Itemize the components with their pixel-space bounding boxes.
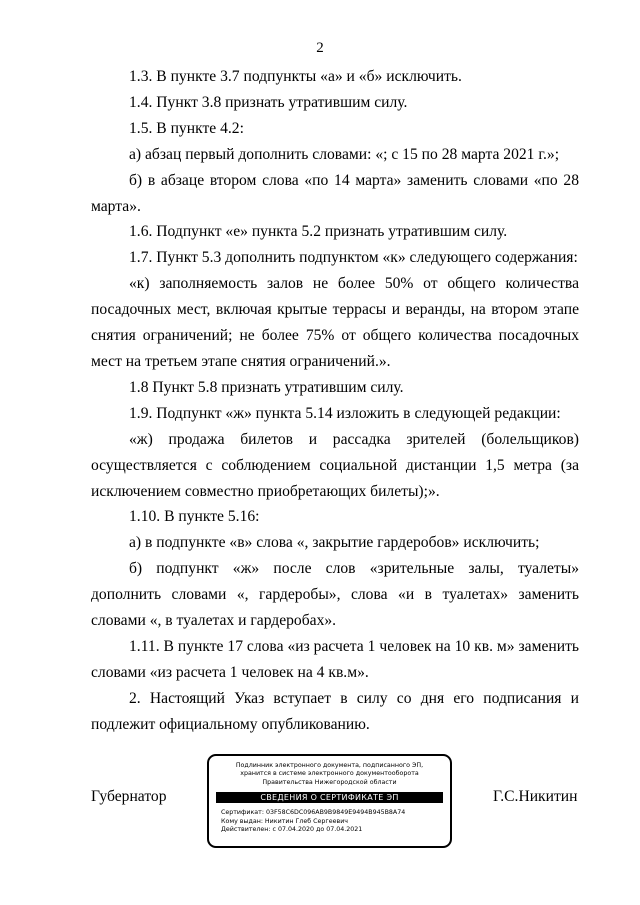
paragraph-1-5-a: а) абзац первый дополнить словами: «; с 15 по 28 марта 2021 г.»; <box>129 145 560 163</box>
stamp-header-line: Правительства Нижегородской области <box>262 778 397 786</box>
paragraph-1-11: 1.11. В пункте 17 слова «из расчета 1 человек на 10 кв. м» заменить словами «из расчета 1 человек на 4 кв.м». <box>91 637 579 681</box>
paragraph-1-10-b: б) подпункт «ж» после слов «зрительные залы, туалеты» дополнить словами «, гардеробы», слова «и в туалетах» заменить словами «, в туалетах и гардеробах». <box>91 560 579 630</box>
signature-block <box>0 752 640 852</box>
paragraph-1-7-k: «к) заполняемость залов не более 50% от общего количества посадочных мест, включая крытые террасы и веранды, на втором этапе снятия ограничений; не более 75% от общего количества посадочных мест на третьем этапе снятия ограничений.». <box>91 275 579 370</box>
paragraph-2: 2. Настоящий Указ вступает в силу со дня его подписания и подлежит официальному опубликованию. <box>91 689 579 733</box>
paragraph-1-9: 1.9. Подпункт «ж» пункта 5.14 изложить в следующей редакции: <box>129 404 561 422</box>
paragraph-1-9-zh: «ж) продажа билетов и рассадка зрителей (болельщиков) осуществляется с соблюдением социальной дистанции 1,5 метра (за исключением совместно приобретающих билеты);». <box>91 430 579 500</box>
paragraph-1-10-a: а) в подпункте «в» слова «, закрытие гардеробов» исключить; <box>129 534 540 552</box>
signatory-name: Г.С.Никитин <box>493 788 578 805</box>
paragraph-1-5: 1.5. В пункте 4.2: <box>129 119 244 137</box>
paragraph-1-7: 1.7. Пункт 5.3 дополнить подпунктом «к» следующего содержания: <box>129 249 578 267</box>
paragraph-1-4: 1.4. Пункт 3.8 признать утратившим силу. <box>129 93 408 111</box>
paragraph-1-3: 1.3. В пункте 3.7 подпункты «а» и «б» исключить. <box>129 68 462 85</box>
stamp-details <box>209 809 450 834</box>
paragraph-1-5-b: б) в абзаце втором слова «по 14 марта» заменить словами «по 28 марта». <box>91 171 579 215</box>
stamp-certificate-bar: СВЕДЕНИЯ О СЕРТИФИКАТЕ ЭП <box>216 792 443 803</box>
page-number: 2 <box>316 40 324 56</box>
stamp-validity: Действителен: с 07.04.2020 до 07.04.2021 <box>221 826 363 834</box>
document-body <box>91 64 579 738</box>
paragraph-1-6: 1.6. Подпункт «е» пункта 5.2 признать утратившим силу. <box>129 223 508 241</box>
stamp-header-line: хранится в системе электронного документооборота <box>240 770 419 778</box>
electronic-signature-stamp <box>207 754 452 848</box>
paragraph-1-8: 1.8 Пункт 5.8 признать утратившим силу. <box>129 378 404 396</box>
stamp-header-line: Подлинник электронного документа, подписанного ЭП, <box>235 762 424 769</box>
signatory-title: Губернатор <box>91 788 167 805</box>
stamp-header <box>209 762 450 787</box>
paragraph-1-10: 1.10. В пункте 5.16: <box>129 508 260 526</box>
stamp-certificate-number: Сертификат: 03F58C6DC096AB9B9849E9494B945B8A74 <box>221 809 406 817</box>
stamp-issued-to: Кому выдан: Никитин Глеб Сергеевич <box>221 817 349 825</box>
